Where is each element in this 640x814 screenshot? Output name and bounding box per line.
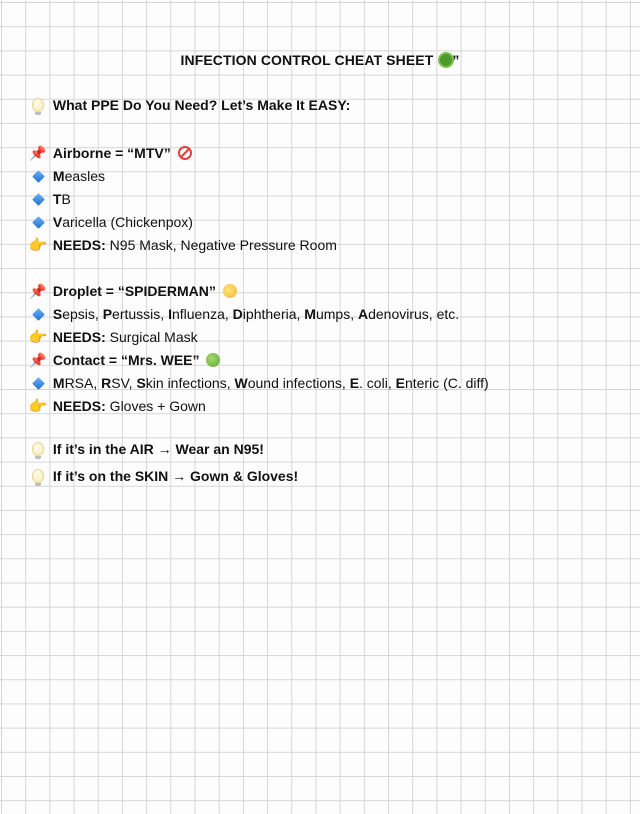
initial: E <box>395 375 405 391</box>
page-title <box>0 52 640 68</box>
pointing-hand-icon: 👉 <box>28 329 48 346</box>
word: RSA, <box>64 375 102 391</box>
blue-diamond-icon <box>28 373 48 393</box>
pointing-hand-icon: 👉 <box>28 237 48 254</box>
initial: A <box>357 306 369 322</box>
airborne-heading: Airborne = “MTV” <box>52 145 171 161</box>
virus-icon <box>440 54 452 66</box>
pushpin-icon: 📌 <box>29 283 47 299</box>
word: ertussis, <box>112 306 169 322</box>
initial: R <box>101 375 112 391</box>
airborne-heading-line <box>28 143 192 163</box>
droplet-needs-line <box>28 327 198 347</box>
needs-label: NEEDS: <box>52 398 106 414</box>
needs-label: NEEDS: <box>52 237 106 253</box>
no-entry-icon <box>178 146 192 160</box>
item-rest: aricella (Chickenpox) <box>62 214 193 230</box>
airborne-needs-line <box>28 235 337 255</box>
contact-list-line <box>28 373 489 393</box>
item-rest: easles <box>64 168 106 184</box>
tip-text: If it’s in the AIR → Wear an N95! <box>52 441 264 457</box>
initial: P <box>102 306 113 322</box>
word: nfluenza, <box>171 306 233 322</box>
list-item-tb <box>28 189 71 209</box>
blue-diamond-icon <box>28 189 48 209</box>
initial: S <box>52 306 63 322</box>
item-initial: V <box>52 214 63 230</box>
blue-diamond-icon <box>28 212 48 232</box>
word: ound infections, <box>247 375 350 391</box>
contact-needs-line <box>28 396 206 416</box>
sneezing-face-icon <box>223 284 237 298</box>
droplet-heading: Droplet = “SPIDERMAN” <box>52 283 216 299</box>
tip-air <box>28 439 264 459</box>
light-bulb-icon <box>28 466 48 486</box>
droplet-list-line <box>28 304 459 324</box>
title-suffix: ” <box>452 52 460 68</box>
initial: M <box>304 306 316 322</box>
word: . coli, <box>359 375 396 391</box>
list-item-varicella <box>28 212 193 232</box>
needs-text: Surgical Mask <box>105 329 198 345</box>
title-text: INFECTION CONTROL CHEAT SHEET <box>180 52 434 68</box>
word: kin infections, <box>145 375 235 391</box>
initial: M <box>52 375 65 391</box>
light-bulb-icon <box>28 439 48 459</box>
initial: S <box>136 375 146 391</box>
tip-text: If it’s on the SKIN → Gown & Gloves! <box>52 468 299 484</box>
contact-heading-line <box>28 350 220 370</box>
item-initial: T <box>52 191 62 207</box>
droplet-heading-line <box>28 281 237 301</box>
word: iphtheria, <box>242 306 305 322</box>
initial: E <box>349 375 360 391</box>
tip-skin <box>28 466 298 486</box>
pushpin-icon: 📌 <box>29 145 47 161</box>
nauseated-face-icon <box>206 353 220 367</box>
needs-text: Gloves + Gown <box>105 398 206 414</box>
needs-text: N95 Mask, Negative Pressure Room <box>105 237 337 253</box>
word: SV, <box>111 375 137 391</box>
word: denovirus, etc. <box>368 306 460 322</box>
pushpin-icon: 📌 <box>29 352 47 368</box>
initial: I <box>168 306 172 322</box>
word: umps, <box>315 306 358 322</box>
intro-text: What PPE Do You Need? Let’s Make It EASY: <box>52 97 351 113</box>
word: nteric (C. diff) <box>404 375 489 391</box>
list-item-measles <box>28 166 105 186</box>
blue-diamond-icon <box>28 304 48 324</box>
blue-diamond-icon <box>28 166 48 186</box>
pointing-hand-icon: 👉 <box>28 398 48 415</box>
initial: W <box>234 375 248 391</box>
light-bulb-icon <box>28 95 48 115</box>
item-rest: B <box>61 191 71 207</box>
intro-line <box>28 95 350 115</box>
needs-label: NEEDS: <box>52 329 106 345</box>
contact-heading: Contact = “Mrs. WEE” <box>52 352 200 368</box>
item-initial: M <box>52 168 65 184</box>
word: epsis, <box>62 306 103 322</box>
initial: D <box>232 306 243 322</box>
